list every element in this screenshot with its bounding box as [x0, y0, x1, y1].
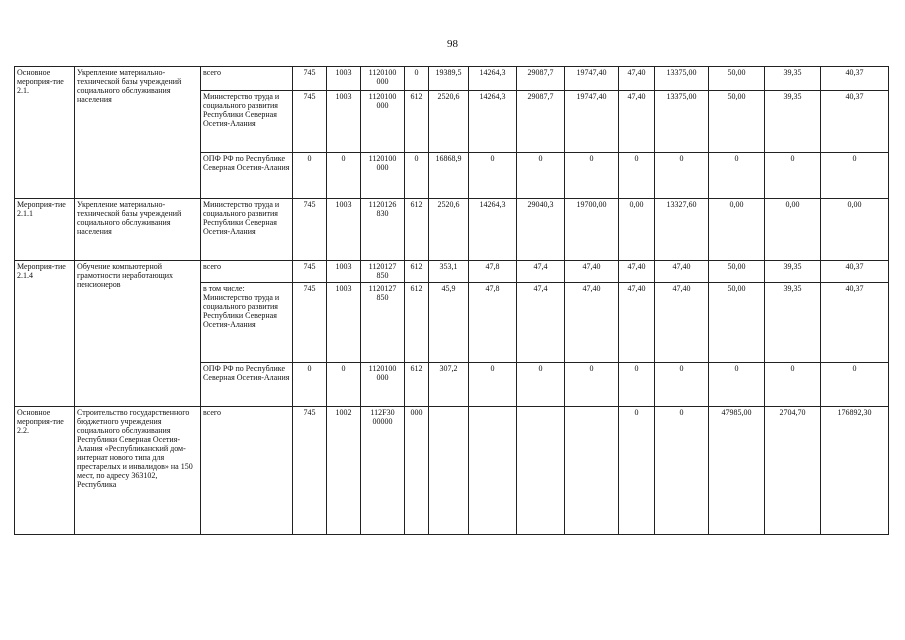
- value-cell: 47,8: [469, 261, 517, 283]
- value-cell: 13375,00: [655, 67, 709, 91]
- value-cell: 0: [517, 363, 565, 407]
- value-cell: [565, 407, 619, 535]
- value-cell: 0: [293, 153, 327, 199]
- value-cell: 1003: [327, 283, 361, 363]
- value-cell: 0: [655, 153, 709, 199]
- value-cell: 47,40: [619, 67, 655, 91]
- value-cell: 0: [821, 153, 889, 199]
- value-cell: 50,00: [709, 67, 765, 91]
- value-cell: 0: [619, 363, 655, 407]
- value-cell: 47,8: [469, 283, 517, 363]
- budget-table: [14, 66, 889, 535]
- value-cell: 2520,6: [429, 199, 469, 261]
- value-cell: 745: [293, 199, 327, 261]
- value-cell: 0: [327, 363, 361, 407]
- value-cell: 45,9: [429, 283, 469, 363]
- value-cell: 0: [619, 407, 655, 535]
- value-cell: 19389,5: [429, 67, 469, 91]
- value-cell: 29040,3: [517, 199, 565, 261]
- value-cell: 0,00: [619, 199, 655, 261]
- title-cell: Обучение компьютерной грамотности неработающих пенсионеров: [75, 261, 201, 407]
- value-cell: 745: [293, 283, 327, 363]
- value-cell: 50,00: [709, 91, 765, 153]
- source-cell: всего: [201, 407, 293, 535]
- value-cell: 40,37: [821, 283, 889, 363]
- value-cell: 0: [405, 153, 429, 199]
- source-cell: ОПФ РФ по Республике Северная Осетия-Алания: [201, 363, 293, 407]
- value-cell: 1003: [327, 261, 361, 283]
- value-cell: 40,37: [821, 67, 889, 91]
- title-cell: Строительство государственного бюджетного учреждения социального обслуживания Республики Северная Осетия-Алания «Республиканский дом-интернат нового типа для престарелых и инвалидов» на 150 мест, по адресу 363102, Республика: [75, 407, 201, 535]
- value-cell: 0: [517, 153, 565, 199]
- value-cell: 47,4: [517, 283, 565, 363]
- value-cell: 745: [293, 407, 327, 535]
- value-cell: 0: [821, 363, 889, 407]
- value-cell: 0: [327, 153, 361, 199]
- table-row: [15, 67, 889, 91]
- source-cell: Министерство труда и социального развития Республики Северная Осетия-Алания: [201, 199, 293, 261]
- value-cell: 1120100 000: [361, 363, 405, 407]
- value-cell: 2520,6: [429, 91, 469, 153]
- value-cell: 0: [709, 363, 765, 407]
- value-cell: 745: [293, 91, 327, 153]
- value-cell: 47,40: [565, 261, 619, 283]
- value-cell: 0: [709, 153, 765, 199]
- value-cell: 1120100 000: [361, 67, 405, 91]
- value-cell: 1120127 850: [361, 261, 405, 283]
- source-cell: всего: [201, 261, 293, 283]
- value-cell: 612: [405, 91, 429, 153]
- value-cell: 612: [405, 283, 429, 363]
- value-cell: 0: [405, 67, 429, 91]
- value-cell: 1003: [327, 91, 361, 153]
- title-cell: Укрепление материально-технической базы учреждений социального обслуживания населения: [75, 67, 201, 199]
- value-cell: 176892,30: [821, 407, 889, 535]
- value-cell: 745: [293, 261, 327, 283]
- event-cell: Мероприя-тие 2.1.4: [15, 261, 75, 407]
- event-cell: Основное мероприя-тие 2.2.: [15, 407, 75, 535]
- value-cell: 0,00: [821, 199, 889, 261]
- value-cell: 0: [293, 363, 327, 407]
- table-row: [15, 407, 889, 535]
- value-cell: 19700,00: [565, 199, 619, 261]
- source-cell: в том числе: Министерство труда и социального развития Республики Северная Осетия-Алания: [201, 283, 293, 363]
- value-cell: 0: [469, 153, 517, 199]
- value-cell: 0: [619, 153, 655, 199]
- value-cell: 0: [655, 407, 709, 535]
- value-cell: 47,4: [517, 261, 565, 283]
- value-cell: 47,40: [565, 283, 619, 363]
- value-cell: 39,35: [765, 91, 821, 153]
- value-cell: 0: [655, 363, 709, 407]
- value-cell: 1120100 000: [361, 91, 405, 153]
- value-cell: 0: [765, 363, 821, 407]
- value-cell: 1003: [327, 199, 361, 261]
- value-cell: 0,00: [709, 199, 765, 261]
- value-cell: 47,40: [655, 261, 709, 283]
- source-cell: всего: [201, 67, 293, 91]
- value-cell: 19747,40: [565, 67, 619, 91]
- value-cell: 50,00: [709, 261, 765, 283]
- value-cell: 14264,3: [469, 91, 517, 153]
- value-cell: 0,00: [765, 199, 821, 261]
- value-cell: 1120100 000: [361, 153, 405, 199]
- event-cell: Мероприя-тие 2.1.1: [15, 199, 75, 261]
- value-cell: 47985,00: [709, 407, 765, 535]
- source-cell: Министерство труда и социального развития Республики Северная Осетия-Алания: [201, 91, 293, 153]
- value-cell: 40,37: [821, 91, 889, 153]
- value-cell: 612: [405, 199, 429, 261]
- value-cell: 47,40: [619, 91, 655, 153]
- value-cell: [469, 407, 517, 535]
- source-cell: ОПФ РФ по Республике Северная Осетия-Алания: [201, 153, 293, 199]
- value-cell: 000: [405, 407, 429, 535]
- value-cell: 612: [405, 363, 429, 407]
- table-row: [15, 199, 889, 261]
- value-cell: 50,00: [709, 283, 765, 363]
- value-cell: 745: [293, 67, 327, 91]
- value-cell: 307,2: [429, 363, 469, 407]
- value-cell: 1120126 830: [361, 199, 405, 261]
- value-cell: 14264,3: [469, 199, 517, 261]
- event-cell: Основное мероприя-тие 2.1.: [15, 67, 75, 199]
- value-cell: 1002: [327, 407, 361, 535]
- value-cell: 39,35: [765, 261, 821, 283]
- title-cell: Укрепление материально-технической базы учреждений социального обслуживания населения: [75, 199, 201, 261]
- value-cell: 39,35: [765, 67, 821, 91]
- value-cell: 19747,40: [565, 91, 619, 153]
- value-cell: 47,40: [655, 283, 709, 363]
- value-cell: 1120127 850: [361, 283, 405, 363]
- value-cell: 612: [405, 261, 429, 283]
- value-cell: 353,1: [429, 261, 469, 283]
- value-cell: 1003: [327, 67, 361, 91]
- value-cell: 2704,70: [765, 407, 821, 535]
- value-cell: 13327,60: [655, 199, 709, 261]
- value-cell: 16868,9: [429, 153, 469, 199]
- value-cell: 0: [565, 153, 619, 199]
- value-cell: 29087,7: [517, 67, 565, 91]
- value-cell: 0: [765, 153, 821, 199]
- value-cell: 39,35: [765, 283, 821, 363]
- page-number: 98: [447, 38, 458, 50]
- value-cell: 0: [565, 363, 619, 407]
- value-cell: 40,37: [821, 261, 889, 283]
- value-cell: [517, 407, 565, 535]
- value-cell: 29087,7: [517, 91, 565, 153]
- value-cell: 13375,00: [655, 91, 709, 153]
- value-cell: 14264,3: [469, 67, 517, 91]
- value-cell: 112F30 00000: [361, 407, 405, 535]
- table-row: [15, 261, 889, 283]
- value-cell: 47,40: [619, 261, 655, 283]
- value-cell: 47,40: [619, 283, 655, 363]
- value-cell: [429, 407, 469, 535]
- value-cell: 0: [469, 363, 517, 407]
